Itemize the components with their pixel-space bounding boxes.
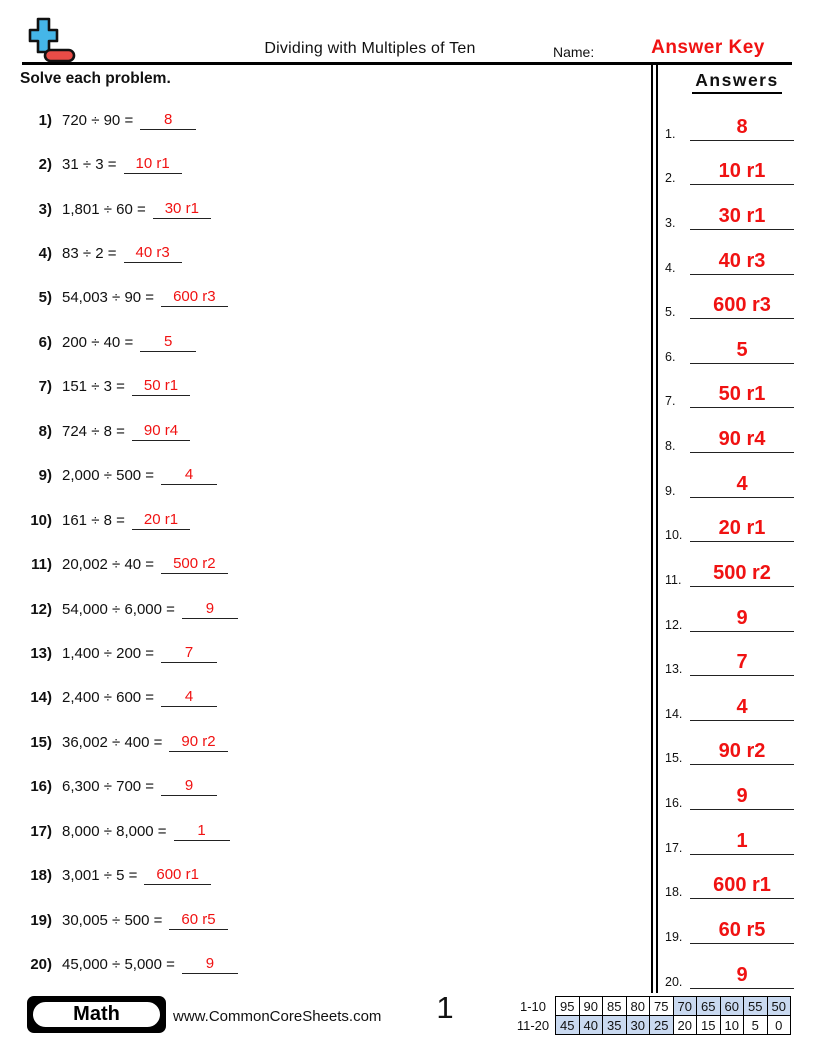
grade-range-label: 1-10: [519, 998, 547, 1014]
problem-row: [22, 409, 651, 453]
problem-answer-blank: 4: [161, 688, 217, 707]
grade-table-row: [516, 1016, 791, 1035]
answer-row: [658, 676, 816, 721]
problem-number: 5): [38, 289, 52, 307]
problem-expression: 2,400 ÷ 600 =: [62, 689, 155, 707]
problem-answer-blank: 600 r3: [161, 288, 228, 307]
grade-cell: 15: [697, 1016, 721, 1035]
grade-cell: 10: [720, 1016, 744, 1035]
problem-number: 10): [30, 511, 52, 529]
answers-title: Answers: [692, 70, 781, 94]
answer-number: 18.: [665, 885, 683, 900]
answer-value-line: 9: [690, 608, 794, 632]
problem-number: 7): [38, 378, 52, 396]
plus-minus-logo-icon: [28, 17, 76, 63]
answer-number: 8.: [665, 439, 676, 453]
answer-value-line: 90 r4: [690, 429, 794, 453]
problem-expression: 200 ÷ 40 =: [62, 333, 134, 351]
problem-answer-blank: 9: [182, 600, 238, 619]
answer-number: 9.: [665, 483, 676, 498]
problem-number: 6): [38, 333, 52, 351]
answer-number: 6.: [665, 349, 676, 364]
problem-row: [22, 942, 651, 986]
problem-expression: 1,400 ÷ 200 =: [62, 644, 155, 662]
answer-value-line: 9: [690, 786, 794, 810]
answer-row: [658, 453, 816, 498]
problem-expression: 36,002 ÷ 400 =: [62, 733, 163, 751]
grade-cell: 50: [767, 997, 791, 1016]
grade-cell: 25: [650, 1016, 674, 1035]
grade-table-row: [516, 997, 791, 1016]
problem-answer-blank: 9: [182, 955, 238, 974]
answer-number: 4.: [665, 260, 676, 275]
problem-expression: 6,300 ÷ 700 =: [62, 778, 155, 796]
answer-row: [658, 632, 816, 677]
problem-number: 3): [38, 200, 52, 218]
problem-expression: 724 ÷ 8 =: [62, 422, 125, 440]
answer-number: 13.: [665, 662, 683, 677]
problem-expression: 720 ÷ 90 =: [62, 111, 134, 129]
answer-row: [658, 542, 816, 587]
answer-number: 2.: [665, 171, 676, 186]
grade-cell: 40: [579, 1016, 603, 1035]
answer-value-line: 20 r1: [690, 518, 794, 542]
problem-number: 19): [30, 911, 52, 929]
answer-row: [658, 721, 816, 766]
problem-row: [22, 631, 651, 675]
answers-panel: [651, 65, 816, 993]
answer-value-line: 9: [690, 965, 794, 989]
grade-cell: 55: [744, 997, 768, 1016]
problem-expression: 83 ÷ 2 =: [62, 245, 117, 263]
answer-value-line: 600 r1: [690, 875, 794, 899]
problem-row: [22, 853, 651, 897]
instructions-text: Solve each problem.: [20, 70, 171, 87]
worksheet-title: Dividing with Multiples of Ten: [264, 40, 476, 57]
problem-list: [0, 65, 651, 993]
answer-number: 20.: [665, 974, 683, 989]
answer-row: [658, 498, 816, 543]
answer-number: 3.: [665, 215, 676, 230]
problem-number: 12): [30, 600, 52, 618]
problem-answer-blank: 10 r1: [124, 155, 182, 174]
problem-number: 18): [30, 867, 52, 885]
answer-row: [658, 899, 816, 944]
problem-answer-blank: 9: [161, 777, 217, 796]
answer-value-line: 7: [690, 652, 794, 676]
answer-value-line: 1: [690, 831, 794, 855]
problem-expression: 54,000 ÷ 6,000 =: [62, 600, 175, 618]
problem-row: [22, 454, 651, 498]
name-label: Name:: [553, 44, 595, 60]
answer-number: 7.: [665, 394, 676, 409]
problem-number: 17): [30, 822, 52, 840]
problem-row: [22, 676, 651, 720]
problem-expression: 161 ÷ 8 =: [62, 511, 125, 529]
answer-value-line: 50 r1: [690, 384, 794, 408]
grade-cell: 30: [626, 1016, 650, 1035]
problem-expression: 45,000 ÷ 5,000 =: [62, 956, 175, 974]
problem-row: [22, 720, 651, 764]
answer-row: [658, 319, 816, 364]
problem-number: 13): [30, 644, 52, 662]
answer-number: 16.: [665, 796, 683, 810]
problem-answer-blank: 4: [161, 466, 217, 485]
answer-row: [658, 185, 816, 230]
problem-answer-blank: 90 r4: [132, 422, 190, 441]
problem-row: [22, 142, 651, 186]
answer-rows: [658, 96, 816, 989]
answer-row: [658, 230, 816, 275]
grade-cell: 95: [556, 997, 580, 1016]
grade-cell: 60: [720, 997, 744, 1016]
problem-row: [22, 231, 651, 275]
grade-cell: 80: [626, 997, 650, 1016]
answer-number: 15.: [665, 751, 683, 766]
problem-expression: 54,003 ÷ 90 =: [62, 289, 155, 307]
grade-cell: 5: [744, 1016, 768, 1035]
answer-number: 19.: [665, 929, 683, 944]
grade-cell: 45: [556, 1016, 580, 1035]
answer-value-line: 8: [690, 117, 794, 141]
subject-label: Math: [31, 1000, 162, 1029]
answer-row: [658, 141, 816, 186]
problem-row: [22, 365, 651, 409]
answer-row: [658, 765, 816, 810]
problem-number: 4): [38, 245, 52, 263]
answer-row: [658, 96, 816, 141]
problem-row: [22, 809, 651, 853]
grade-cell: 90: [579, 997, 603, 1016]
problem-answer-blank: 1: [174, 822, 230, 841]
answer-number: 14.: [665, 706, 683, 721]
answer-row: [658, 408, 816, 453]
answer-value-line: 40 r3: [690, 251, 794, 275]
problem-answer-blank: 8: [140, 111, 196, 130]
answer-value-line: 4: [690, 697, 794, 721]
answer-value-line: 60 r5: [690, 920, 794, 944]
problem-row: [22, 187, 651, 231]
grade-cell: 85: [603, 997, 627, 1016]
answer-value-line: 500 r2: [690, 563, 794, 587]
grade-cell: 20: [673, 1016, 697, 1035]
problem-row: [22, 765, 651, 809]
answer-row: [658, 275, 816, 320]
problem-expression: 30,005 ÷ 500 =: [62, 911, 163, 929]
problem-row: [22, 320, 651, 364]
problem-number: 14): [30, 689, 52, 707]
answer-value-line: 600 r3: [690, 295, 794, 319]
problem-row: [22, 98, 651, 142]
answer-number: 17.: [665, 840, 683, 855]
answer-value-line: 5: [690, 340, 794, 364]
answer-row: [658, 587, 816, 632]
problem-answer-blank: 50 r1: [132, 377, 190, 396]
main-content: [0, 65, 816, 993]
answer-value-line: 30 r1: [690, 206, 794, 230]
problem-expression: 3,001 ÷ 5 =: [62, 867, 138, 885]
problem-answer-blank: 60 r5: [169, 911, 227, 930]
problem-row: [22, 498, 651, 542]
problem-row: [22, 542, 651, 586]
answer-number: 11.: [665, 572, 682, 587]
page-number: 1: [436, 990, 454, 1025]
subject-badge: [27, 996, 166, 1033]
grade-cell: 75: [650, 997, 674, 1016]
answer-key-value: Answer Key: [651, 37, 765, 58]
problem-expression: 1,801 ÷ 60 =: [62, 200, 146, 218]
problem-number: 9): [38, 467, 52, 485]
problem-answer-blank: 7: [161, 644, 217, 663]
problem-expression: 20,002 ÷ 40 =: [62, 556, 155, 574]
problem-expression: 8,000 ÷ 8,000 =: [62, 822, 167, 840]
problem-answer-blank: 90 r2: [169, 733, 227, 752]
grade-cell: 35: [603, 1016, 627, 1035]
problem-number: 1): [38, 111, 52, 129]
problem-expression: 2,000 ÷ 500 =: [62, 467, 155, 485]
answer-row: [658, 855, 816, 900]
grade-range-label: 11-20: [516, 1017, 550, 1033]
answer-number: 12.: [665, 617, 683, 632]
problem-expression: 31 ÷ 3 =: [62, 156, 117, 174]
answer-value-line: 90 r2: [690, 741, 794, 765]
problem-number: 16): [30, 778, 52, 796]
answer-row: [658, 364, 816, 409]
problem-answer-blank: 30 r1: [153, 200, 211, 219]
problem-row: [22, 587, 651, 631]
problem-answer-blank: 600 r1: [144, 866, 211, 885]
problem-answer-blank: 500 r2: [161, 555, 228, 574]
answer-number: 1.: [665, 126, 676, 141]
answer-row: [658, 944, 816, 989]
answer-value-line: 4: [690, 474, 794, 498]
problem-answer-blank: 40 r3: [124, 244, 182, 263]
problem-answer-blank: 20 r1: [132, 511, 190, 530]
grade-cell: 0: [767, 1016, 791, 1035]
problem-number: 8): [38, 422, 52, 440]
problem-answer-blank: 5: [140, 333, 196, 352]
problem-expression: 151 ÷ 3 =: [62, 378, 125, 396]
grading-scale-table: [516, 996, 791, 1035]
website-link[interactable]: www.CommonCoreSheets.com: [173, 1008, 382, 1025]
answer-value-line: 10 r1: [690, 161, 794, 185]
answer-number: 5.: [665, 305, 676, 320]
answer-row: [658, 810, 816, 855]
grade-cell: 70: [673, 997, 697, 1016]
problem-row: [22, 898, 651, 942]
problem-row: [22, 276, 651, 320]
answer-number: 10.: [665, 528, 683, 543]
problem-number: 15): [30, 733, 52, 751]
problem-number: 11): [31, 556, 52, 574]
problem-number: 20): [30, 956, 52, 974]
problem-number: 2): [38, 156, 52, 174]
grade-cell: 65: [697, 997, 721, 1016]
